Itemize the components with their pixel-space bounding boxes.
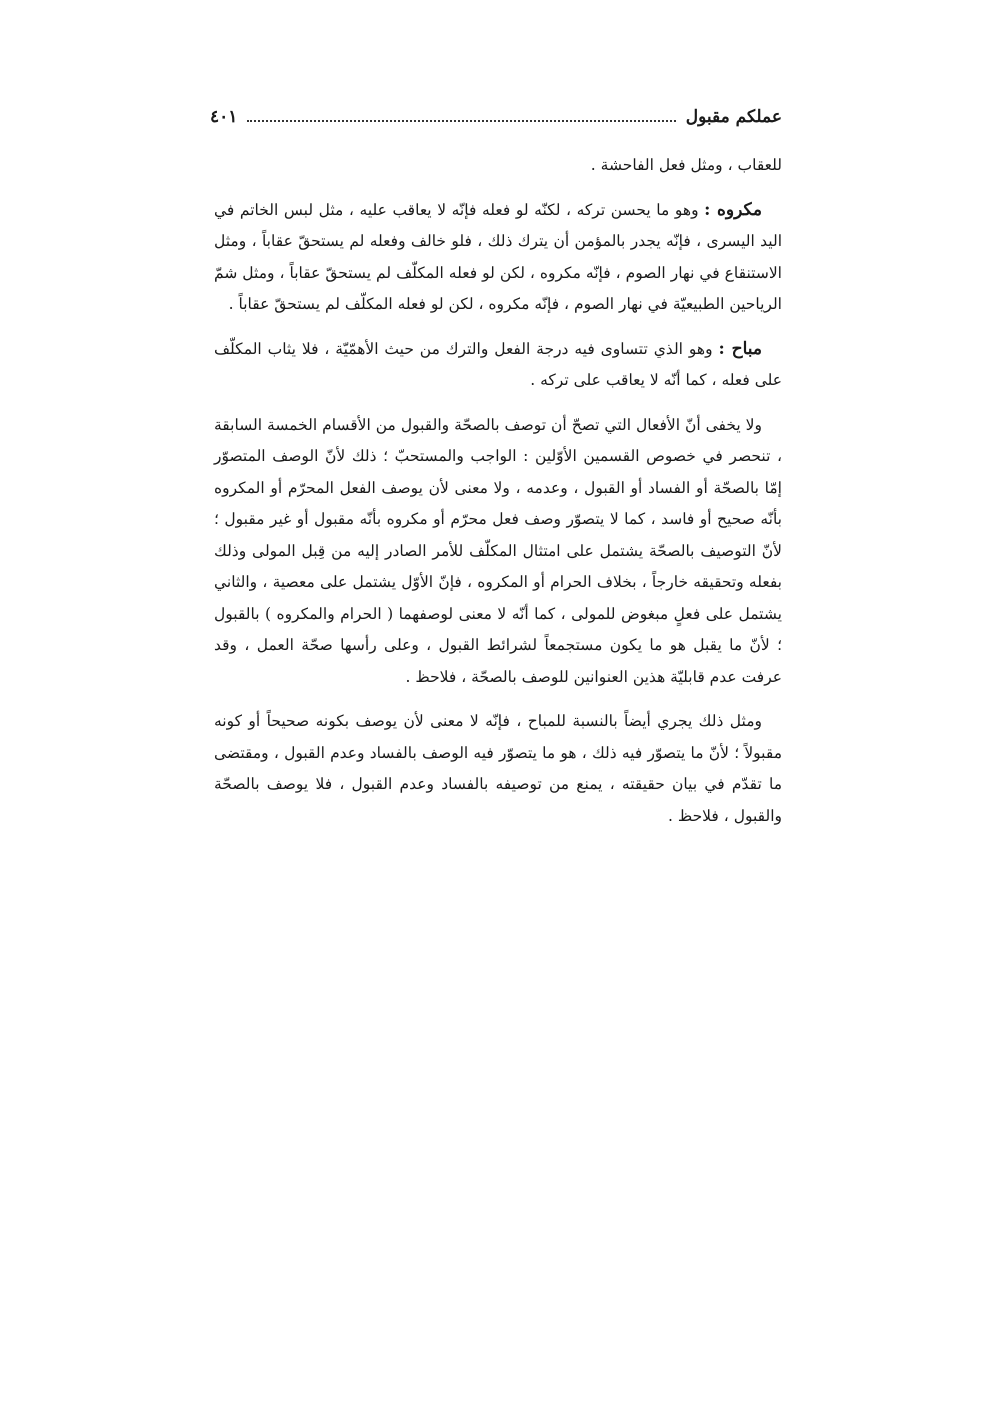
- paragraph-mubah: [214, 334, 782, 397]
- page-number: ٤٠١: [210, 107, 238, 127]
- paragraph-makruh-text: وهو ما يحسن تركه ، لكنّه لو فعله فإنّه لا يعاقب عليه ، مثل لبس الخاتم في اليد اليسرى ، فإنّه يجدر بالمؤمن أن يترك ذلك ، فلو خالف وفعله لم يستحقّ عقاباً ، ومثل الاستنقاع في نهار الصوم ، فإنّه مكروه ، لكن لو فعله المكلّف لم يستحقّ عقاباً ، ومثل شمّ الرياحين الطبيعيّة في نهار الصوم ، فإنّه مكروه ، لكن لو فعله المكلّف لم يستحقّ عقاباً .: [214, 200, 782, 313]
- paragraph-1: للعقاب ، ومثل فعل الفاحشة .: [590, 156, 782, 174]
- running-header: [210, 102, 782, 132]
- term-mubah: مباح :: [718, 338, 763, 359]
- paragraph-5: ومثل ذلك يجري أيضاً بالنسبة للمباح ، فإنّه لا معنى لأن يوصف بكونه صحيحاً أو كونه مقبولاً ؛ لأنّ ما يتصوّر فيه ذلك ، هو ما يتصوّر فيه الوصف بالفساد وعدم القبول ، ومقتضى ما تقدّم في بيان حقيقته ، يمنع من توصيفه بالفساد وعدم القبول ، فلا يوصف بالصحّة والقبول ، فلاحظ .: [214, 712, 782, 825]
- paragraph-makruh: [214, 195, 782, 321]
- term-makruh: مكروه :: [704, 199, 762, 220]
- paragraph-mubah-text: وهو الذي تتساوى فيه درجة الفعل والترك من حيث الأهمّيّة ، فلا يثاب المكلّف على فعله ، كما أنّه لا يعاقب على تركه .: [214, 339, 782, 389]
- paragraph-4: ولا يخفى أنّ الأفعال التي تصحّ أن توصف بالصحّة والقبول من الأقسام الخمسة السابقة ، تنحصر في خصوص القسمين الأوّلين : الواجب والمستحبّ ؛ ذلك لأنّ الوصف المتصوّر إمّا بالصحّة أو الفساد أو القبول ، وعدمه ، ولا معنى لأن يوصف الفعل المحرّم أو المكروه بأنّه صحيح أو فاسد ، كما لا يتصوّر وصف فعل محرّم أو مكروه بأنّه مقبول أو غير مقبول ؛ لأنّ التوصيف بالصحّة يشتمل على امتثال المكلّف للأمر الصادر إليه من قِبل المولى وذلك بفعله وتحقيقه خارجاً ، بخلاف الحرام أو المكروه ، فإنّ الأوّل يشتمل على معصية ، والثاني يشتمل على فعلٍ مبغوض للمولى ، كما أنّه لا معنى لوصفهما ( الحرام والمكروه ) بالقبول ؛ لأنّ ما يقبل هو ما يكون مستجمعاً لشرائط القبول ، وعلى رأسها صحّة العمل ، وقد عرفت عدم قابليّة هذين العنوانين للوصف بالصحّة ، فلاحظ .: [214, 415, 782, 686]
- header-title: عملكم مقبول: [685, 107, 782, 127]
- body-text: [214, 150, 782, 845]
- header-dot-leader: [247, 120, 675, 122]
